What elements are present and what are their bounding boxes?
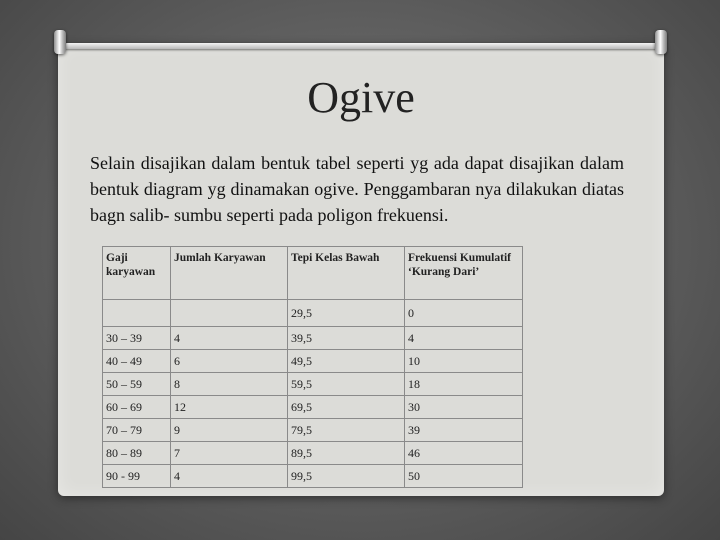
cell-jumlah: 7 bbox=[171, 442, 288, 465]
ogive-table bbox=[102, 246, 523, 488]
header-frekuensi-kumulatif: Frekuensi Kumulatif ‘Kurang Dari’ bbox=[405, 247, 523, 300]
cell-tepi: 89,5 bbox=[288, 442, 405, 465]
cell-frekuensi: 46 bbox=[405, 442, 523, 465]
cell-jumlah: 6 bbox=[171, 350, 288, 373]
cell-tepi: 29,5 bbox=[288, 300, 405, 327]
table-row bbox=[103, 350, 523, 373]
table-row bbox=[103, 327, 523, 350]
cell-tepi: 49,5 bbox=[288, 350, 405, 373]
cell-tepi: 99,5 bbox=[288, 465, 405, 488]
header-tepi-kelas-bawah: Tepi Kelas Bawah bbox=[288, 247, 405, 300]
cell-jumlah bbox=[171, 300, 288, 327]
header-gaji-karyawan: Gaji karyawan bbox=[103, 247, 171, 300]
cell-jumlah: 12 bbox=[171, 396, 288, 419]
cell-tepi: 79,5 bbox=[288, 419, 405, 442]
table-row bbox=[103, 419, 523, 442]
cell-frekuensi: 4 bbox=[405, 327, 523, 350]
cell-gaji: 90 - 99 bbox=[103, 465, 171, 488]
cell-gaji bbox=[103, 300, 171, 327]
cell-frekuensi: 39 bbox=[405, 419, 523, 442]
table-row bbox=[103, 465, 523, 488]
cell-jumlah: 8 bbox=[171, 373, 288, 396]
slide-paragraph: Selain disajikan dalam bentuk tabel seperti yg ada dapat disajikan dalam bentuk diagram yg dinamakan ogive. Penggambaran nya dilakukan diatas bagn salib- sumbu seperti pada poligon frekuensi. bbox=[90, 153, 624, 225]
cell-frekuensi: 0 bbox=[405, 300, 523, 327]
cell-tepi: 39,5 bbox=[288, 327, 405, 350]
cell-frekuensi: 30 bbox=[405, 396, 523, 419]
hanging-rod bbox=[64, 43, 658, 49]
cell-gaji: 50 – 59 bbox=[103, 373, 171, 396]
cell-gaji: 40 – 49 bbox=[103, 350, 171, 373]
cell-gaji: 60 – 69 bbox=[103, 396, 171, 419]
cell-tepi: 59,5 bbox=[288, 373, 405, 396]
pin-left-icon bbox=[54, 30, 66, 54]
cell-gaji: 80 – 89 bbox=[103, 442, 171, 465]
cell-tepi: 69,5 bbox=[288, 396, 405, 419]
cell-frekuensi: 50 bbox=[405, 465, 523, 488]
table-header-row bbox=[103, 247, 523, 300]
pin-right-icon bbox=[655, 30, 667, 54]
header-jumlah-karyawan: Jumlah Karyawan bbox=[171, 247, 288, 300]
cell-jumlah: 4 bbox=[171, 465, 288, 488]
table-row bbox=[103, 396, 523, 419]
cell-gaji: 70 – 79 bbox=[103, 419, 171, 442]
slide-title: Ogive bbox=[307, 73, 415, 122]
cell-frekuensi: 18 bbox=[405, 373, 523, 396]
table-body bbox=[103, 300, 523, 488]
table-row bbox=[103, 442, 523, 465]
cell-frekuensi: 10 bbox=[405, 350, 523, 373]
cell-jumlah: 9 bbox=[171, 419, 288, 442]
cell-jumlah: 4 bbox=[171, 327, 288, 350]
table-row bbox=[103, 300, 523, 327]
table-row bbox=[103, 373, 523, 396]
cell-gaji: 30 – 39 bbox=[103, 327, 171, 350]
